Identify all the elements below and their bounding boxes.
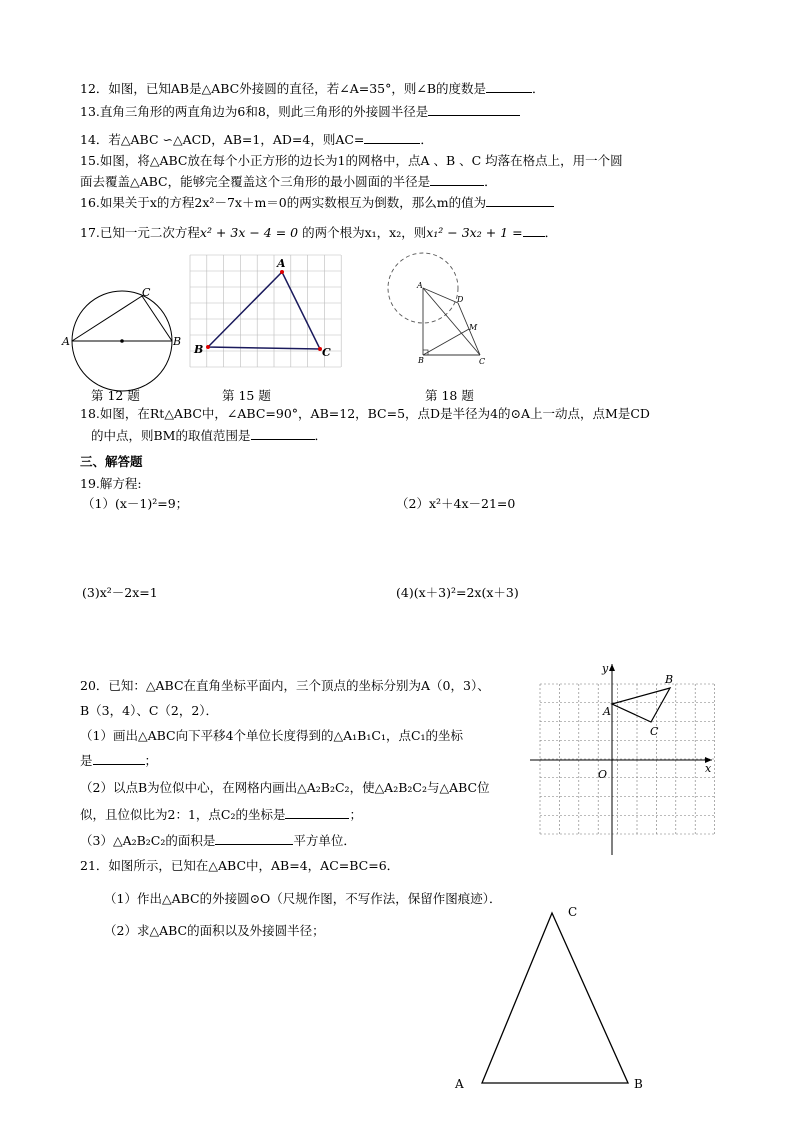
question-15-line2: 面去覆盖△ABC，能够完全覆盖这个三角形的最小圆面的半径是 ． [80,174,497,189]
question-20-line5: （2）以点B为位似中心，在网格内画出△A₂B₂C₂，使△A₂B₂C₂与△ABC位 [80,780,490,795]
label-A: A [455,1077,464,1091]
label-B: B [634,1077,643,1091]
question-13: 13.直角三角形的两直角边为6和8，则此三角形的外接圆半径是 [80,103,520,120]
q19-part1: （1）(x－1)²=9； [82,496,189,511]
answer-blank[interactable] [215,832,293,845]
question-20-line3: （1）画出△ABC向下平移4个单位长度得到的△A₁B₁C₁，点C₁的坐标 [80,728,464,743]
question-20-line7: （3）△A₂B₂C₂的面积是 平方单位． [80,833,356,848]
answer-blank[interactable] [523,224,545,237]
label-A: A [603,705,611,718]
axis-label-y: y [602,662,609,675]
q19-part2: （2）x²＋4x－21=0 [396,496,516,511]
question-20-line1: 20．已知：△ABC在直角坐标平面内，三个顶点的坐标分别为A（0，3）、 [80,678,490,693]
question-19-title: 19.解方程: [80,476,142,491]
q21-part2: （2）求△ABC的面积以及外接圆半径； [104,923,325,938]
question-12: 12．如图，已知AB是△ABC外接圆的直径，若∠A=35°，则∠B的度数是 ． [80,81,545,96]
question-21: 21．如图所示，已知在△ABC中，AB=4，AC=BC=6． [80,858,400,873]
figure-15 [188,255,343,375]
question-20-line2: B（3，4）、C（2，2）． [80,703,219,718]
label-B: B [173,335,182,348]
caption-fig12: 第 12 题 [91,388,140,403]
label-M: M [469,323,478,332]
question-20-line6: 似，且位似比为2：1，点C₂的坐标是 ； [80,807,362,822]
label-C: C [568,905,578,919]
answer-blank[interactable] [251,427,315,440]
label-B: B [665,673,674,686]
label-C: C [650,725,659,738]
question-20-line4: 是 ； [80,753,158,768]
label-B: B [194,343,204,356]
answer-blank[interactable] [285,806,349,819]
answer-blank[interactable] [364,131,420,144]
question-18-line2: 的中点，则BM的取值范围是 ． [91,428,328,443]
question-16: 16.如果关于x的方程2x²－7x＋m＝0的两实数根互为倒数，那么m的值为 [80,194,554,211]
figure-21-triangle [450,900,650,1090]
caption-fig15: 第 15 题 [222,388,271,403]
label-C: C [142,286,151,299]
question-18-line1: 18.如图，在Rt△ABC中，∠ABC=90°，AB=12，BC=5，点D是半径为4的⊙A上一动点，点M是CD [80,406,650,421]
answer-blank[interactable] [93,752,145,765]
question-14: 14．若△ABC ∽△ACD，AB=1，AD=4，则AC= ． [80,132,433,147]
answer-blank[interactable] [486,80,532,93]
label-A: A [62,335,70,348]
label-D: D [457,295,464,304]
axis-label-x: x [705,762,712,775]
figure-12 [62,288,182,388]
answer-blank[interactable] [428,103,520,116]
caption-fig18: 第 18 题 [425,388,474,403]
figure-20-coordinate-grid [530,660,720,860]
label-O: O [598,768,608,781]
q21-part1: （1）作出△ABC的外接圆⊙O（尺规作图，不写作法，保留作图痕迹）． [104,891,502,906]
answer-blank[interactable] [430,173,484,186]
figure-18 [388,250,498,370]
label-A: A [417,281,423,290]
q19-part3: (3)x²－2x=1 [82,585,158,600]
label-C: C [479,357,486,366]
q19-part4: (4)(x＋3)²=2x(x＋3) [396,585,519,600]
question-17: 17.已知一元二次方程x² + 3x − 4 = 0 的两个根为x₁，x₂，则x₁² − 3x₂ + 1 = ． [80,225,558,240]
label-C: C [322,346,331,359]
answer-blank[interactable] [486,194,554,207]
label-B: B [418,356,424,365]
section-title: 三、解答题 [80,454,143,469]
label-A: A [277,257,286,270]
question-15-line1: 15.如图，将△ABC放在每个小正方形的边长为1的网格中，点A 、B 、C 均落在格点上，用一个圆 [80,153,623,168]
